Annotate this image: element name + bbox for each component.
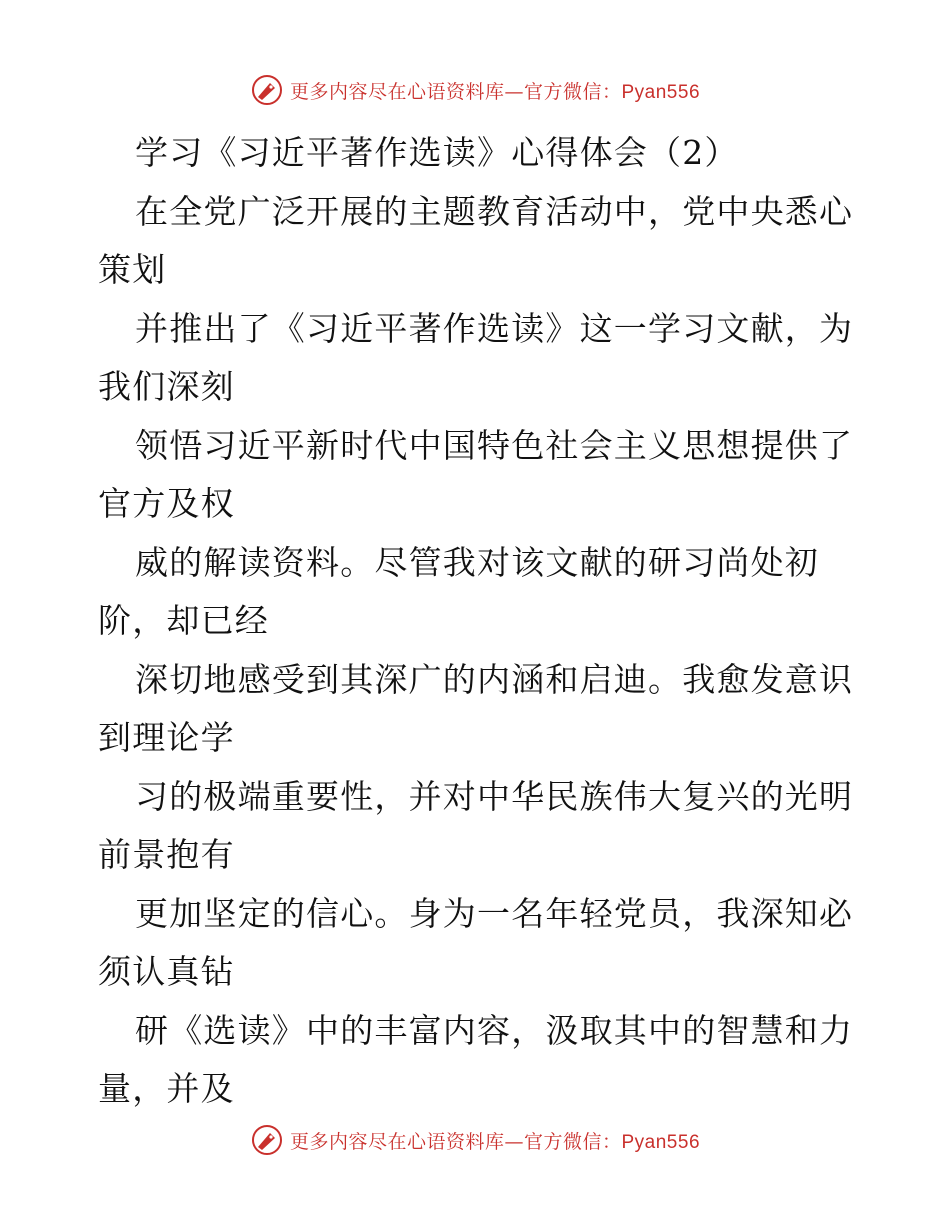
- paragraph-line: 并推出了《习近平著作选读》这一学习文献，为: [135, 308, 854, 348]
- paragraph-line: 威的解读资料。尽管我对该文献的研习尚处初: [135, 542, 819, 582]
- header-banner: [0, 70, 950, 110]
- footer-banner: [0, 1120, 950, 1160]
- paragraph-line: 在全党广泛开展的主题教育活动中，党中央悉心: [135, 191, 854, 231]
- header-banner-text: [290, 77, 700, 104]
- document-title: 学习《习近平著作选读》心得体会（2）: [135, 133, 739, 172]
- document-body: [98, 124, 858, 1119]
- paragraph-line: 我们深刻: [98, 367, 235, 406]
- paragraph-line: 阶，却已经: [98, 601, 269, 640]
- paragraph-line: 到理论学: [98, 718, 235, 757]
- paragraph-line: 领悟习近平新时代中国特色社会主义思想提供了: [135, 425, 854, 465]
- paragraph-line: 策划: [98, 250, 167, 289]
- paragraph-line: 研《选读》中的丰富内容，汲取其中的智慧和力: [135, 1010, 854, 1050]
- paragraph-line: 更加坚定的信心。身为一名年轻党员，我深知必: [135, 893, 854, 933]
- pen-nib-logo-icon: [250, 1123, 284, 1157]
- paragraph-line: 量，并及: [98, 1069, 235, 1108]
- paragraph-line: 深切地感受到其深广的内涵和启迪。我愈发意识: [135, 659, 854, 699]
- paragraph-line: 须认真钻: [98, 952, 235, 991]
- paragraph-line: 习的极端重要性，并对中华民族伟大复兴的光明: [135, 776, 854, 816]
- paragraph-line: 官方及权: [98, 484, 235, 523]
- banner-account: Pyan556: [621, 81, 701, 103]
- pen-nib-logo-icon: [250, 73, 284, 107]
- footer-banner-text: [290, 1127, 700, 1154]
- banner-account: Pyan556: [621, 1131, 701, 1153]
- banner-label: 更多内容尽在心语资料库—官方微信：: [289, 80, 622, 103]
- banner-label: 更多内容尽在心语资料库—官方微信：: [289, 1130, 622, 1153]
- paragraph-line: 前景抱有: [98, 835, 235, 874]
